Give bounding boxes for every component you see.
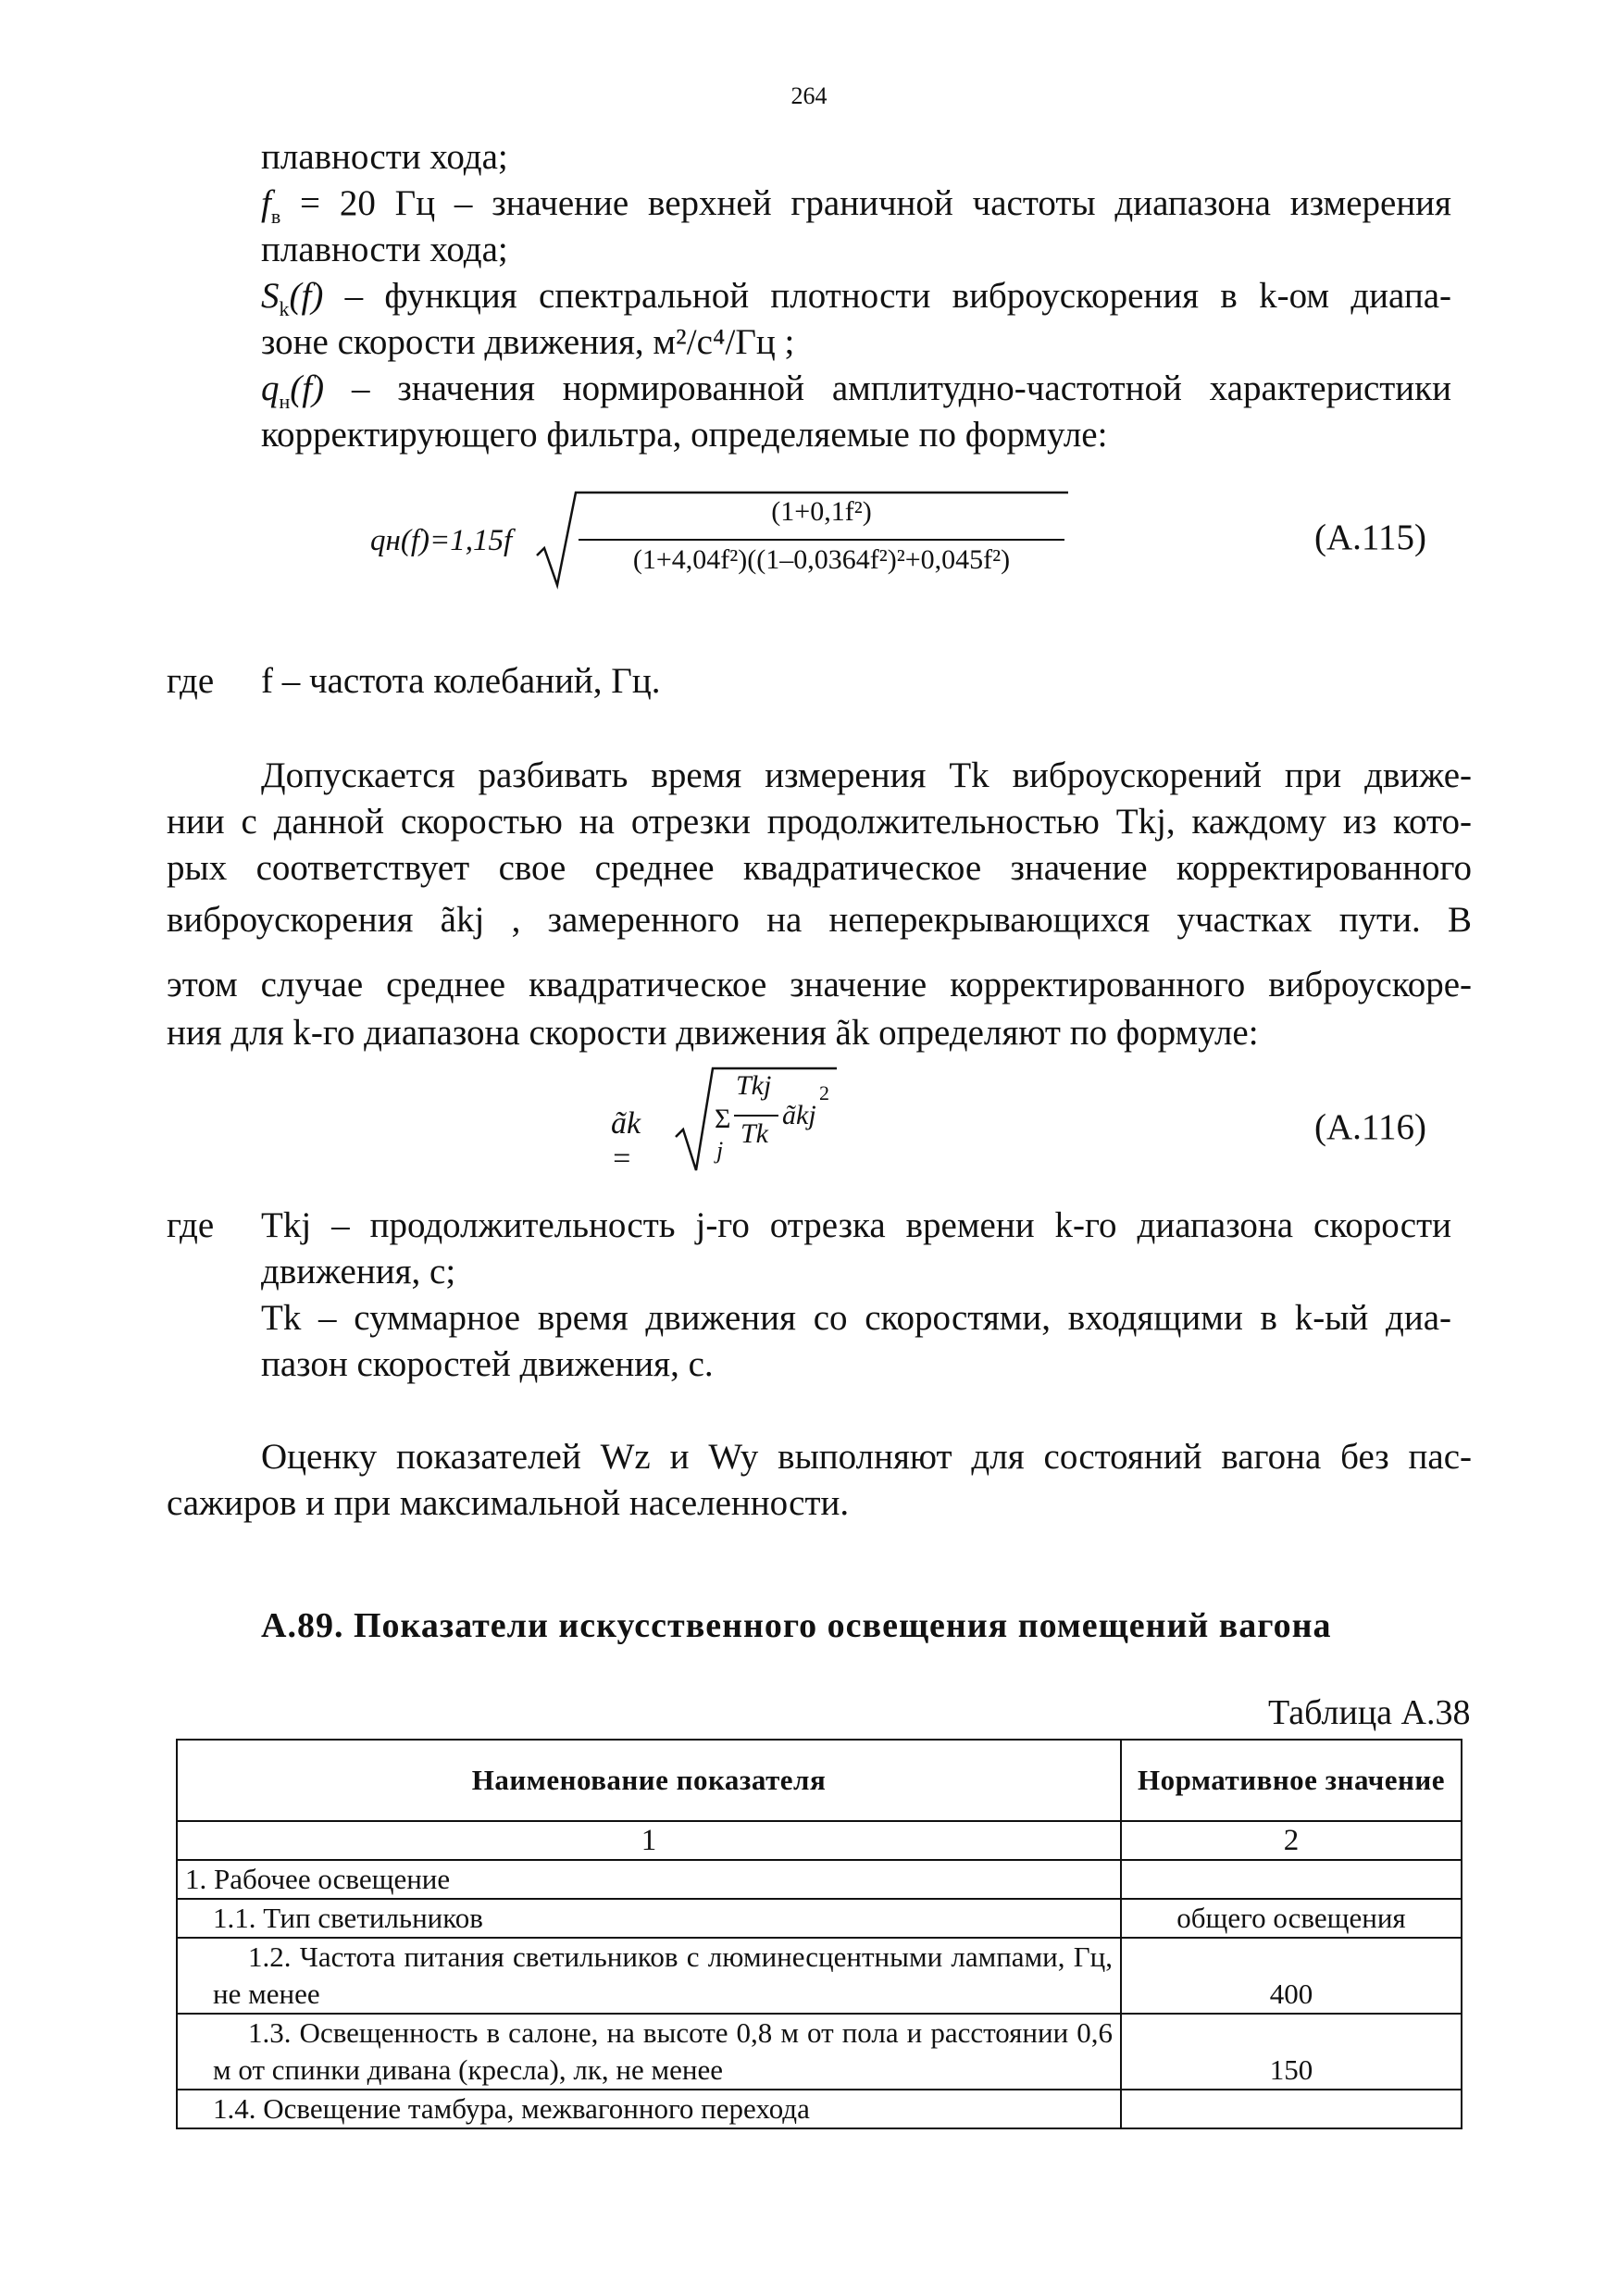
paragraph-line: этом случае среднее квадратическое значение корректированного виброускоре- [167, 965, 1472, 1004]
power: 2 [819, 1081, 829, 1104]
indicator-name: 1.2. Частота питания светильников с люминесцентными лампами, Гц, не менее [177, 1938, 1121, 2014]
equation-number: (A.115) [1314, 518, 1426, 557]
formula-denominator: (1+4,04f²)((1–0,0364f²)²+0,045f²) [632, 544, 1011, 575]
section-heading: А.89. Показатели искусственного освещения помещений вагона [261, 1606, 1332, 1645]
text-line: плавности хода; [261, 137, 508, 177]
where-text: пазон скоростей движения, с. [261, 1344, 714, 1384]
subscript: н [279, 389, 291, 413]
table-row [177, 2090, 1462, 2128]
frac-numerator: Tkj [736, 1070, 772, 1101]
symbol: f [261, 183, 271, 223]
formula-lhs: qн(f)=1,15f [370, 524, 513, 557]
argument: (f) [289, 276, 324, 316]
indicator-name: 1.3. Освещенность в салоне, на высоте 0,8 м от пола и расстоянии 0,6 м от спинки дивана (кресла), лк, не менее [177, 2014, 1121, 2090]
table-row [177, 1860, 1462, 1899]
formula-numerator: (1+0,1f²) [771, 496, 872, 527]
text-line: зоне скорости движения, м²/с⁴/Гц ; [261, 322, 795, 362]
where-text: Tkj – продолжительность j-го отрезка времени k-го диапазона скорости [261, 1205, 1451, 1245]
paragraph-line: Оценку показателей Wz и Wy выполняют для состояний вагона без пас- [261, 1437, 1472, 1477]
sum-sign: Σ [715, 1104, 731, 1134]
definition-text: = 20 Гц – значение верхней граничной частоты диапазона измерения [280, 183, 1451, 223]
indicator-value: 150 [1121, 2014, 1462, 2090]
indicator-name: 1.4. Освещение тамбура, межвагонного перехода [177, 2090, 1121, 2128]
subscript: в [270, 204, 281, 228]
paragraph-line: сажиров и при максимальной населенности. [167, 1483, 850, 1523]
table-header-row [177, 1740, 1462, 1821]
frac-denominator: Tk [741, 1118, 768, 1149]
paragraph-line: ния для k-го диапазона скорости движения ãk определяют по формуле: [167, 1013, 1259, 1053]
table-a38 [176, 1739, 1462, 2129]
term: ãkj [782, 1100, 816, 1130]
indicator-name: 1. Рабочее освещение [177, 1860, 1121, 1899]
definition-text: – функция спектральной плотности виброускорения в k-ом диапа- [323, 276, 1451, 316]
indicator-value: общего освещения [1121, 1899, 1462, 1938]
indicator-value: 400 [1121, 1938, 1462, 2014]
where-text: Tk – суммарное время движения со скоростями, входящими в k-ый диа- [261, 1298, 1451, 1338]
where-text: движения, с; [261, 1252, 456, 1292]
fraction-bar [579, 539, 1064, 541]
text-line: корректирующего фильтра, определяемые по формуле: [261, 415, 1108, 455]
table-row [177, 1899, 1462, 1938]
column-number: 1 [177, 1821, 1121, 1860]
indicator-name: 1.1. Тип светильников [177, 1899, 1121, 1938]
definition-text: – значения нормированной амплитудно-частотной характеристики [324, 368, 1451, 408]
paragraph-line: рых соответствует свое среднее квадратическое значение корректированного [167, 848, 1472, 888]
table-caption: Таблица А.38 [1268, 1693, 1471, 1732]
paragraph-line: нии с данной скоростью на отрезки продолжительностью Tkj, каждому из кото- [167, 802, 1472, 842]
indicator-value [1121, 1860, 1462, 1899]
column-number: 2 [1121, 1821, 1462, 1860]
table-row [177, 1938, 1462, 2014]
header-value: Нормативное значение [1121, 1740, 1462, 1821]
formula-lhs: ãk = [611, 1106, 641, 1176]
where-label: где [167, 661, 215, 701]
indicator-value [1121, 2090, 1462, 2128]
table-row [177, 2014, 1462, 2090]
header-name: Наименование показателя [177, 1740, 1121, 1821]
symbol: S [261, 276, 280, 316]
paragraph-line: виброускорения ãkj , замеренного на неперекрывающихся участках пути. В [167, 900, 1472, 940]
sum-index: j [716, 1137, 724, 1164]
where-text: f – частота колебаний, Гц. [261, 661, 661, 701]
argument: (f) [290, 368, 325, 408]
where-label: где [167, 1205, 215, 1245]
paragraph-line: Допускается разбивать время измерения Tk виброускорений при движе- [261, 755, 1472, 795]
page-number: 264 [790, 82, 828, 109]
subscript: k [279, 296, 290, 320]
table-number-row [177, 1821, 1462, 1860]
fraction-bar [734, 1115, 778, 1117]
symbol: q [261, 368, 280, 408]
equation-number: (A.116) [1314, 1107, 1426, 1147]
text-line: плавности хода; [261, 230, 508, 269]
